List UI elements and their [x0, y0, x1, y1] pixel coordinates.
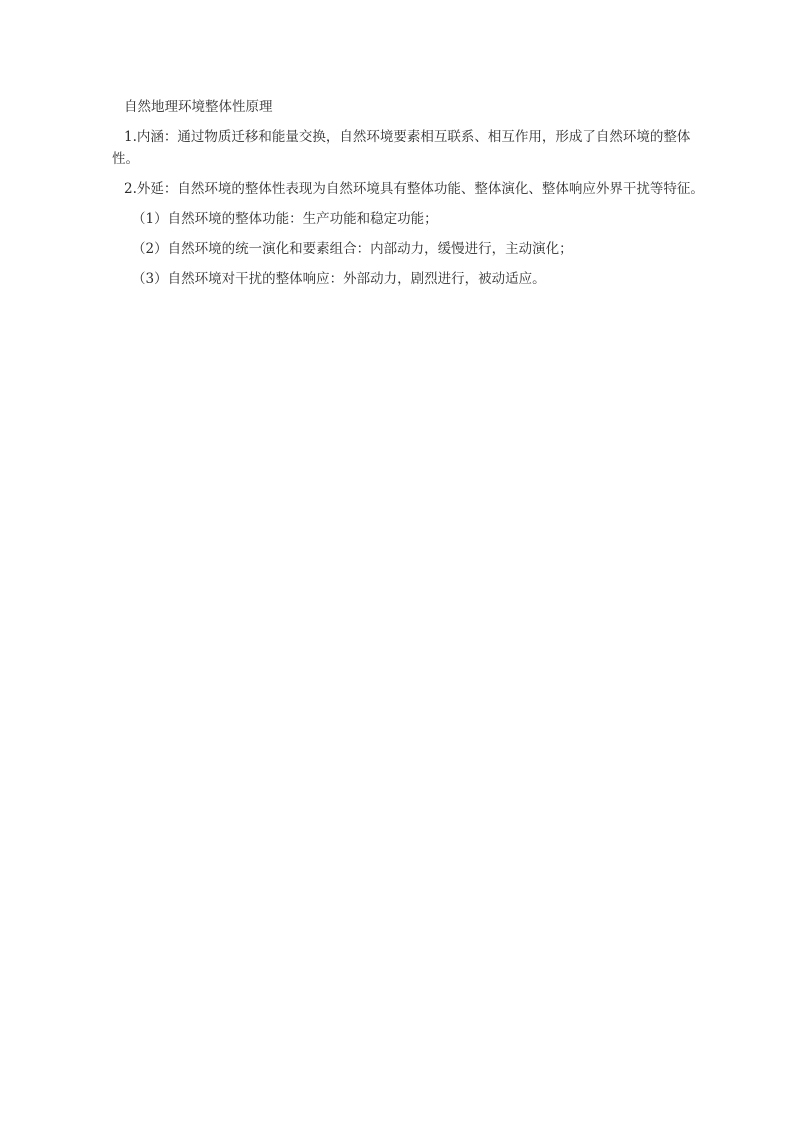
paragraph-connotation: 1.内涵：通过物质迁移和能量交换，自然环境要素相互联系、相互作用，形成了自然环境的整体性。	[112, 129, 691, 167]
list-item-disturbance-response: （3）自然环境对干扰的整体响应：外部动力，剧烈进行，被动适应。	[132, 271, 546, 287]
paragraph-extension: 2.外延：自然环境的整体性表现为自然环境具有整体功能、整体演化、整体响应外界干扰等特征。	[124, 181, 704, 197]
list-item-overall-function: （1）自然环境的整体功能：生产功能和稳定功能；	[132, 211, 438, 227]
document-content	[112, 96, 712, 298]
list-item-unified-evolution: （2）自然环境的统一演化和要素组合：内部动力，缓慢进行，主动演化；	[132, 241, 573, 257]
document-title: 自然地理环境整体性原理	[124, 99, 273, 115]
